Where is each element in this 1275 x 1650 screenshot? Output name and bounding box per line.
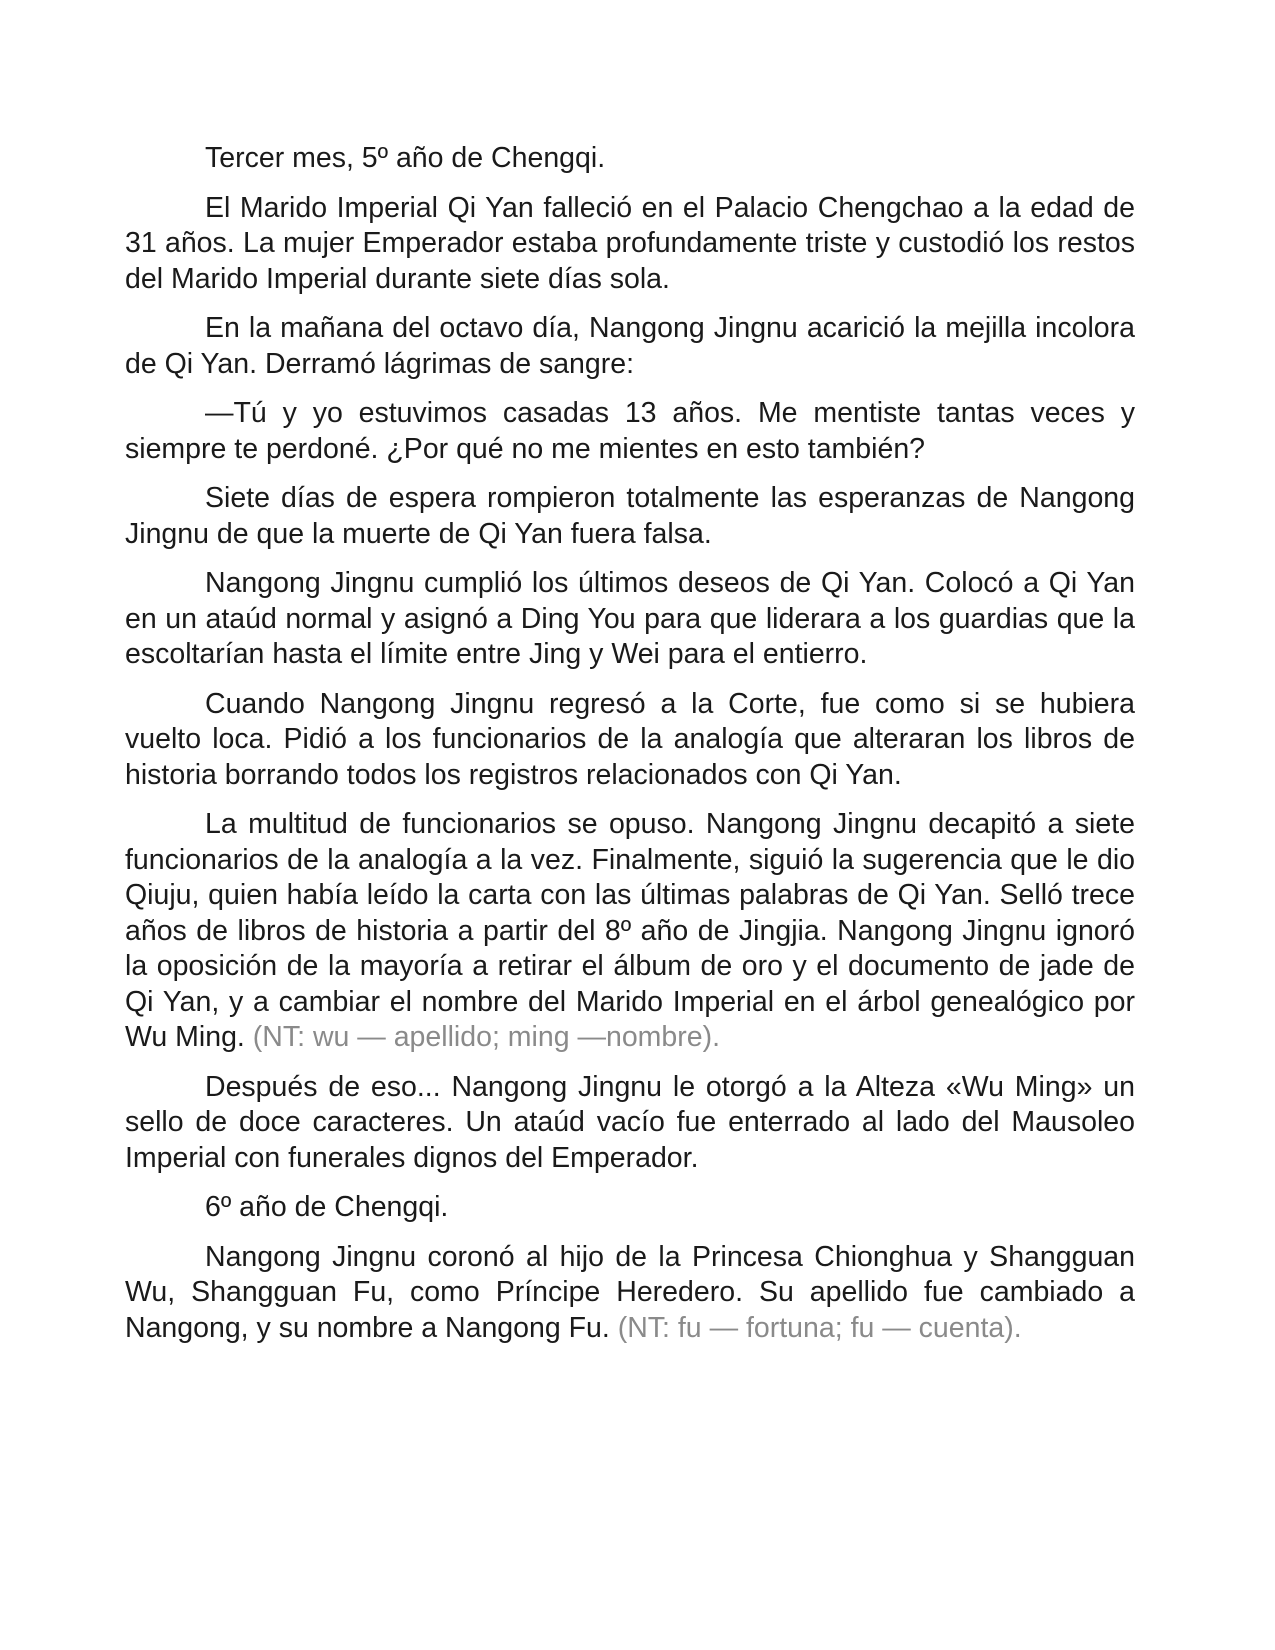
translator-note: (NT: wu — apellido; ming —nombre). xyxy=(252,1021,721,1053)
translator-note: (NT: fu — fortuna; fu — cuenta). xyxy=(617,1311,1022,1344)
paragraph-text: Nangong Jingnu cumplió los últimos deseos de Qi Yan. Colocó a Qi Yan en un ataúd normal y asignó a Ding You para que liderara a los guardias que la escoltarían hasta el límite entre Jing y Wei para el entierro. xyxy=(125,567,1135,670)
paragraph-text: 6º año de Chengqi. xyxy=(205,1191,449,1223)
paragraph-text: Después de eso... Nangong Jingnu le otorgó a la Alteza «Wu Ming» un sello de doce caracteres. Un ataúd vacío fue enterrado al lado del Mausoleo Imperial con funerales dignos del Emperador. xyxy=(125,1070,1135,1174)
paragraph-dialogue xyxy=(125,396,1135,467)
paragraph-text: Cuando Nangong Jingnu regresó a la Corte, fue como si se hubiera vuelto loca. Pidió a los funcionarios de la analogía que alteraran los libros de historia borrando todos los registros relacionados con Qi Yan. xyxy=(125,687,1135,791)
paragraph-text: La multitud de funcionarios se opuso. Nangong Jingnu decapitó a siete funcionarios de la analogía a la vez. Finalmente, siguió la sugerencia que le dio Qiuju, quien había leído la carta con las últimas palabras de Qi Yan. Selló trece años de libros de historia a partir del 8º año de Jingjia. Nangong Jingnu ignoró la oposición de la mayoría a retirar el álbum de oro y el documento de jade de Qi Yan, y a cambiar el nombre del Marido Imperial en el árbol genealógico por Wu Ming. xyxy=(125,808,1135,1053)
paragraph-date-heading-1 xyxy=(125,141,1135,177)
paragraph-text: Tercer mes, 5º año de Chengqi. xyxy=(205,142,606,174)
paragraph-seven-days xyxy=(125,481,1135,552)
paragraph-text: Siete días de espera rompieron totalmente las esperanzas de Nangong Jingnu de que la muerte de Qi Yan fuera falsa. xyxy=(125,482,1135,550)
paragraph-eighth-day xyxy=(125,311,1135,382)
paragraph-last-wishes xyxy=(125,566,1135,673)
paragraph-date-heading-2 xyxy=(125,1190,1135,1226)
paragraph-officials-oppose xyxy=(125,807,1135,1056)
paragraph-return-to-court xyxy=(125,687,1135,794)
document-page xyxy=(125,141,1135,1360)
paragraph-crown-prince xyxy=(125,1240,1135,1347)
paragraph-empty-coffin xyxy=(125,1070,1135,1177)
paragraph-death-of-qi-yan xyxy=(125,191,1135,298)
paragraph-text: En la mañana del octavo día, Nangong Jingnu acarició la mejilla incolora de Qi Yan. Derramó lágrimas de sangre: xyxy=(125,312,1135,380)
paragraph-text: El Marido Imperial Qi Yan falleció en el Palacio Chengchao a la edad de 31 años. La mujer Emperador estaba profundamente triste y custodió los restos del Marido Imperial durante siete días sola. xyxy=(125,191,1135,295)
paragraph-text: —Tú y yo estuvimos casadas 13 años. Me mentiste tantas veces y siempre te perdoné. ¿Por qué no me mientes en esto también? xyxy=(125,397,1135,465)
paragraph-text: Nangong Jingnu coronó al hijo de la Princesa Chionghua y Shangguan Wu, Shangguan Fu, como Príncipe Heredero. Su apellido fue cambiado a Nangong, y su nombre a Nangong Fu. xyxy=(125,1240,1135,1344)
